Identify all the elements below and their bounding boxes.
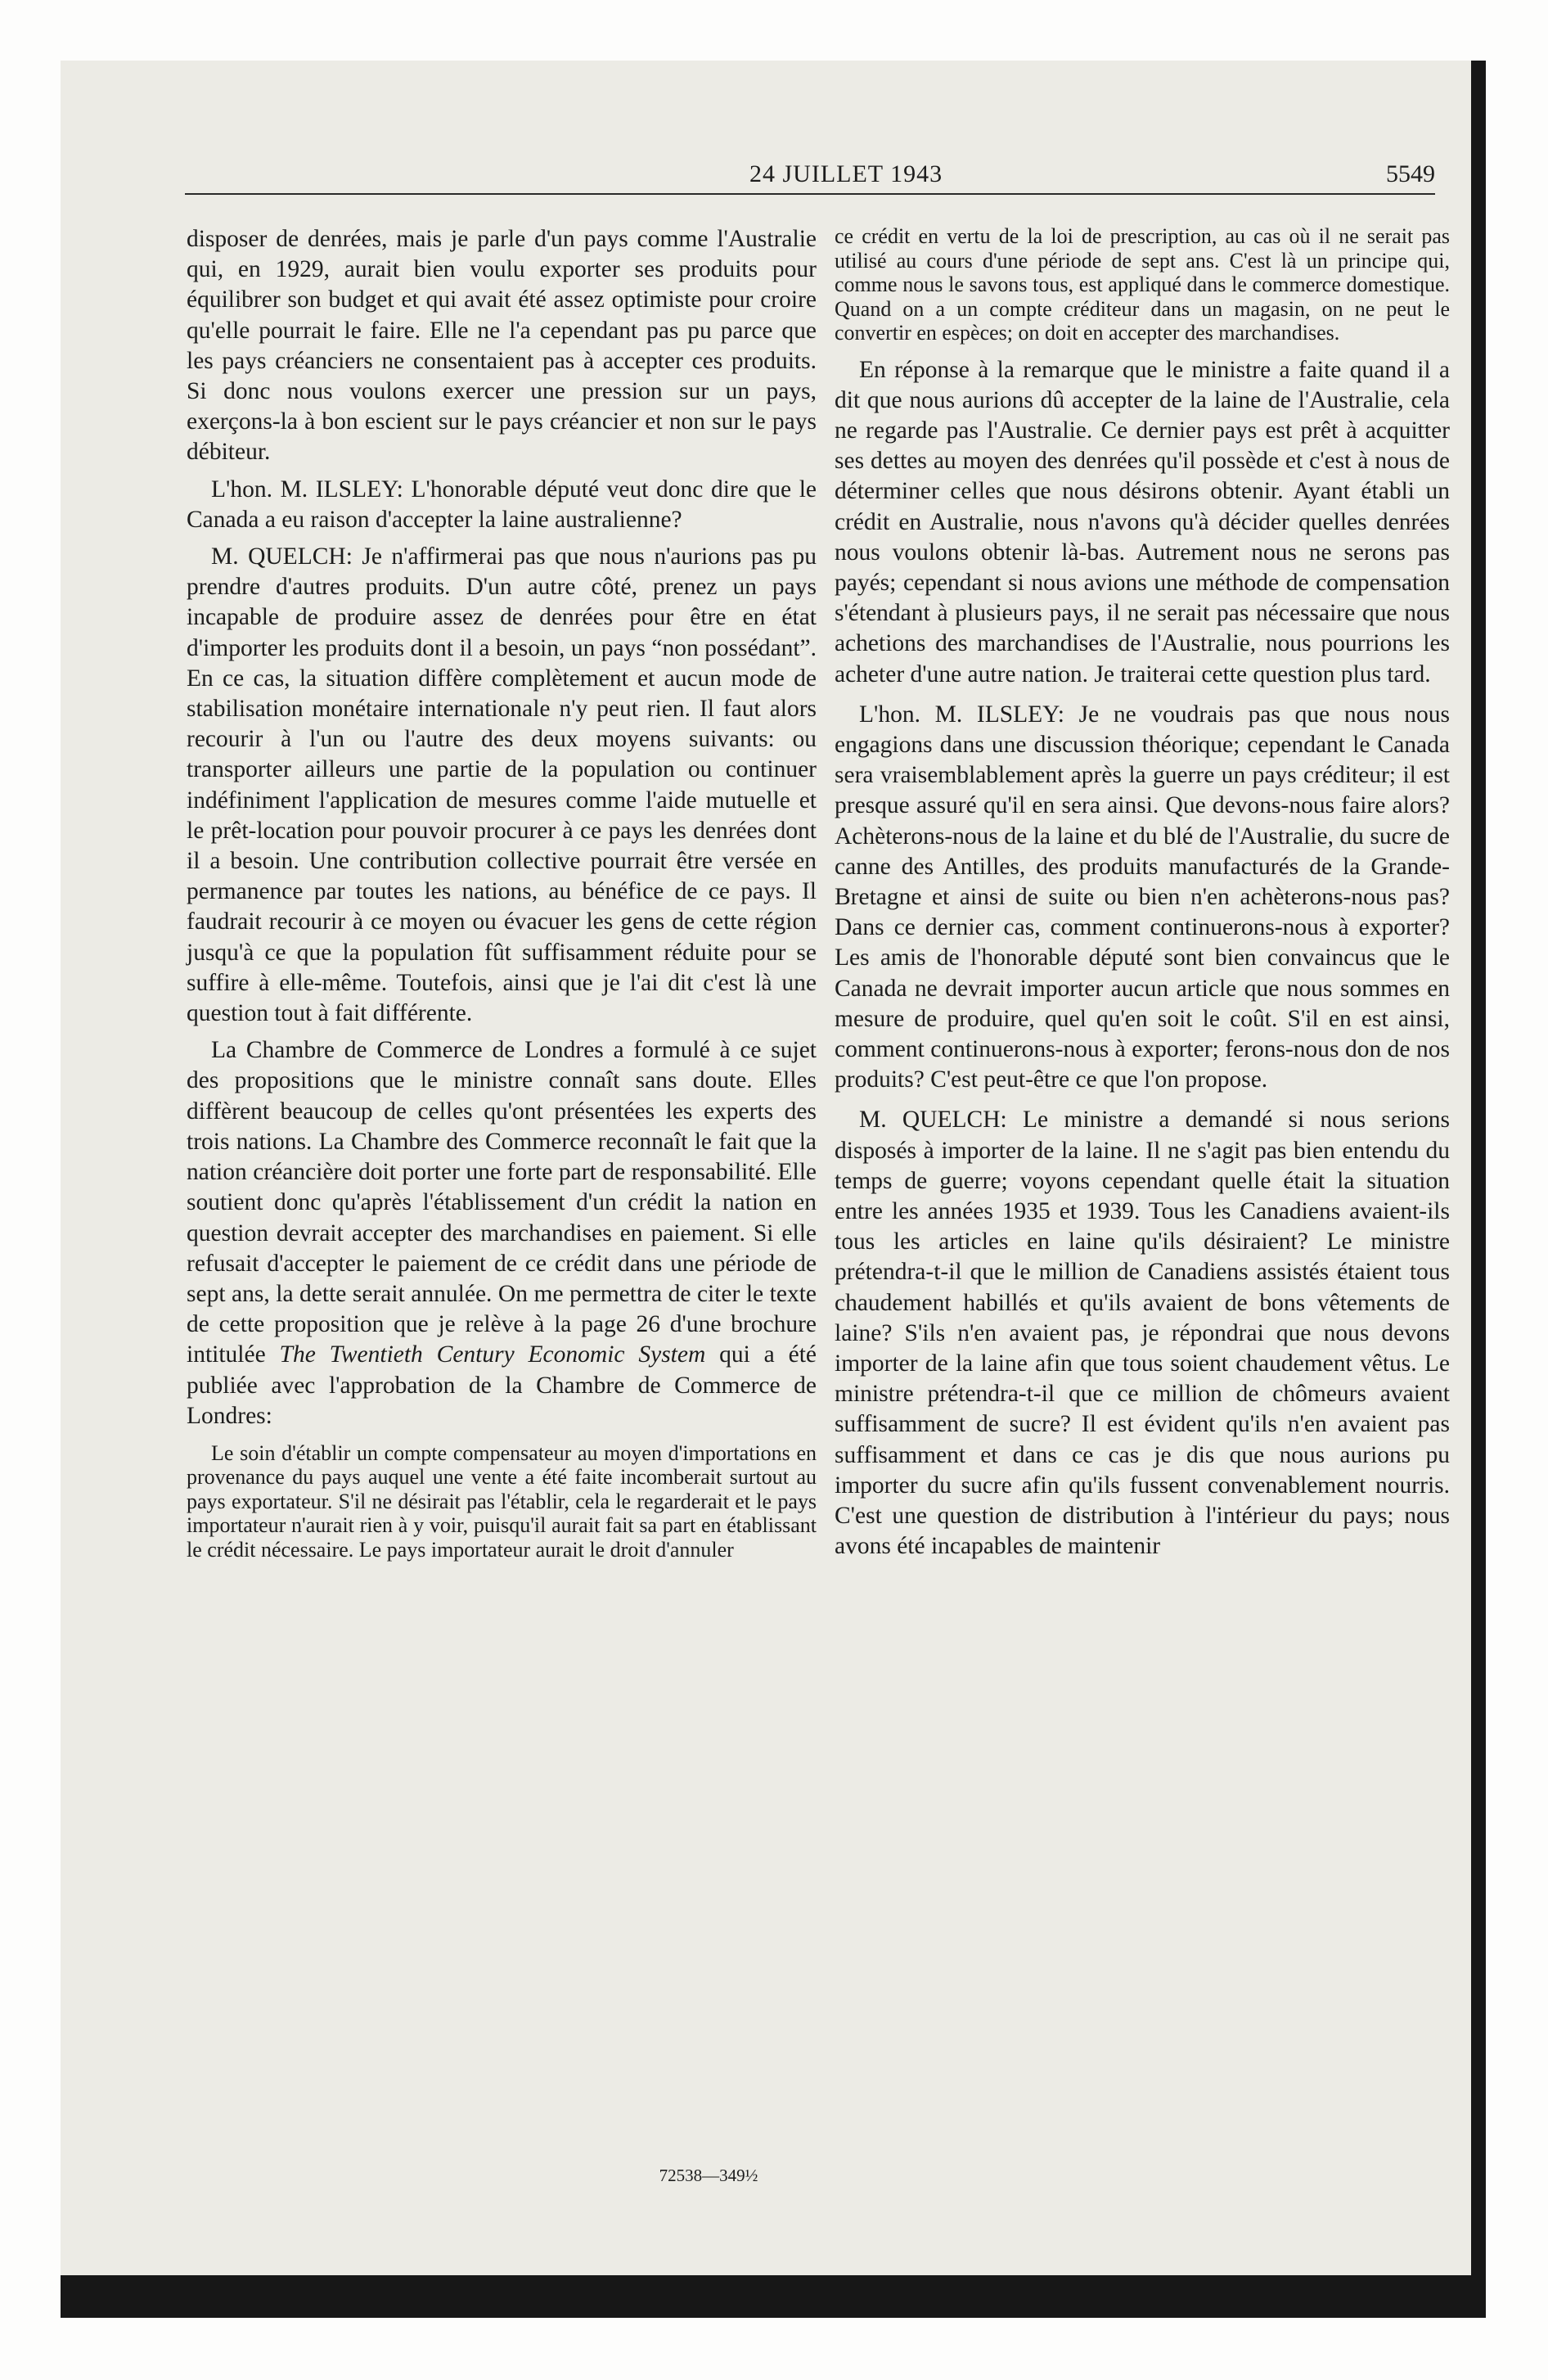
paragraph: En réponse à la remarque que le ministre a faite quand il a dit que nous aurions dû accepter de la laine de l'Australie, cela ne regarde pas l'Australie. Ce dernier pays est prêt à acquitter ses dettes au moyen des denrées qu'il possède et c'est à nous de déterminer celles que nous désirons obtenir. Ayant établi un crédit en Australie, nous n'avons qu'à décider quelles denrées nous voulons obtenir là-bas. Autrement nous ne serons pas payés; cependant si nous avions une méthode de compensation s'étendant à plusieurs pays, il ne serait pas nécessaire que nous achetions des marchandises de l'Australie, nous pourrions les acheter d'une autre nation. Je traiterai cette question plus tard.: [835, 356, 1450, 687]
page-frame: [61, 61, 1486, 2318]
page-sheet: [61, 61, 1471, 2275]
right-column: [835, 224, 1450, 1562]
paragraph: disposer de denrées, mais je parle d'un pays comme l'Australie qui, en 1929, aurait bien voulu exporter ses produits pour équilibrer son budget et qui avait été assez optimiste pour croire qu'elle pourrait le faire. Elle ne l'a cependant pas pu parce que les pays créanciers ne consentaient pas à accepter ces produits. Si donc nous voulons exercer une pression sur un pays, exerçons-la à bon escient sur le pays créancier et non sur le pays débiteur.: [187, 226, 817, 466]
paragraph: M. QUELCH: Je n'affirmerai pas que nous n'aurions pas pu prendre d'autres produits. D'un autre côté, prenez un pays incapable de produire assez de denrées pour être en état d'importer les produits dont il a besoin, un pays “non possédant”. En ce cas, la situation diffère complètement et aucun mode de stabilisation monétaire internationale n'y peut rien. Il faut alors recourir à l'un ou l'autre des deux moyens suivants: ou transporter ailleurs une partie de la population ou continuer indéfiniment l'application de mesures comme l'aide mutuelle et le prêt-location pour pouvoir procurer à ce pays les denrées dont il a besoin. Une contribution collective pourrait être versée en permanence par toutes les nations, au bénéfice de ce pays. Il faudrait recourir à ce moyen ou évacuer les gens de cette région jusqu'à ce que la population fût suffisamment réduite pour se suffire à elle-même. Toutefois, ainsi que je l'ai dit c'est là une question tout à fait différente.: [187, 543, 817, 1027]
header-date: 24 JUILLET 1943: [749, 160, 943, 187]
quotation-continued: ce crédit en vertu de la loi de prescription, au cas où il ne serait pas utilisé au cours d'une période de sept ans. C'est là un principe qui, comme nous le savons tous, est appliqué dans le commerce domestique. Quand on a un compte créditeur dans un magasin, on ne peut le convertir en espèces; on doit en accepter des marchandises.: [835, 224, 1450, 345]
page-number: 5549: [1386, 160, 1435, 187]
left-column: [187, 224, 817, 1562]
brochure-title: The Twentieth Century Economic System: [279, 1341, 706, 1368]
paragraph-text: qui a été publiée avec l'approbation de la Chambre de Commerce de Londres:: [187, 1341, 817, 1429]
paragraph: M. QUELCH: Le ministre a demandé si nous serions disposés à importer de la laine. Il ne s'agit pas bien entendu du temps de guerre; voyons cependant quelle était la situation entre les années 1935 et 1939. Tous les Canadiens avaient-ils tous les articles en laine qu'ils désiraient? Le ministre prétendra-t-il que le million de Canadiens assistés étaient tous chaudement habillés et qu'ils avaient de bons vêtements de laine? S'ils n'en avaient pas, je répondrai que nous devons importer de la laine afin que tous soient chaudement vêtus. Le ministre prétendra-t-il que ce million de chômeurs avaient suffisamment de sucre? Il est évident qu'ils n'en avaient pas suffisamment et dans ce cas je dis que nous aurions pu importer du sucre afin qu'ils fussent convenablement nourris. C'est une question de distribution à l'intérieur du pays; nous avons été incapables de maintenir: [835, 1107, 1450, 1560]
page-header: [185, 156, 1435, 195]
printer-mark: 72538—349½: [659, 2166, 758, 2185]
quotation: Le soin d'établir un compte compensateur au moyen d'importations en provenance du pays auquel une vente a été faite incomberait surtout au pays exportateur. S'il ne désirait pas l'établir, cela le regarderait et le pays importateur n'aurait rien à y voir, puisqu'il aurait fait sa part en établissant le crédit nécessaire. Le pays importateur aurait le droit d'annuler: [187, 1440, 817, 1562]
paragraph: L'hon. M. ILSLEY: L'honorable député veut donc dire que le Canada a eu raison d'accepter la laine australienne?: [187, 476, 817, 533]
paragraph: [187, 1035, 817, 1431]
paragraph-text: La Chambre de Commerce de Londres a formulé à ce sujet des propositions que le ministre connaît sans doute. Elles diffèrent beaucoup de celles qu'ont présentées les experts des trois nations. La Chambre des Commerce reconnaît le fait que la nation créancière doit porter une forte part de responsabilité. Elle soutient donc qu'après l'établissement d'un crédit la nation en question devrait accepter des marchandises en paiement. Si elle refusait d'accepter le paiement de ce crédit dans une période de sept ans, la dette serait annulée. On me permettra de citer le texte de cette proposition que je relève à la page 26 d'une brochure intitulée: [187, 1037, 817, 1368]
page-footer: [61, 2166, 1471, 2186]
paragraph: L'hon. M. ILSLEY: Je ne voudrais pas que nous nous engagions dans une discussion théorique; cependant le Canada sera vraisemblablement après la guerre un pays créditeur; il est presque assuré qu'il en sera ainsi. Que devons-nous faire alors? Achèterons-nous de la laine et du blé de l'Australie, du sucre de canne des Antilles, des produits manufacturés de la Grande-Bretagne et ainsi de suite ou bien n'en achèterons-nous pas? Dans ce dernier cas, comment continuerons-nous à exporter? Les amis de l'honorable député sont bien convaincus que le Canada ne devrait importer aucun article que nous sommes en mesure de produire, quel qu'en soit le coût. S'il en est ainsi, comment continuerons-nous à exporter; ferons-nous don de nos produits? C'est peut-être ce que l'on propose.: [835, 701, 1450, 1093]
